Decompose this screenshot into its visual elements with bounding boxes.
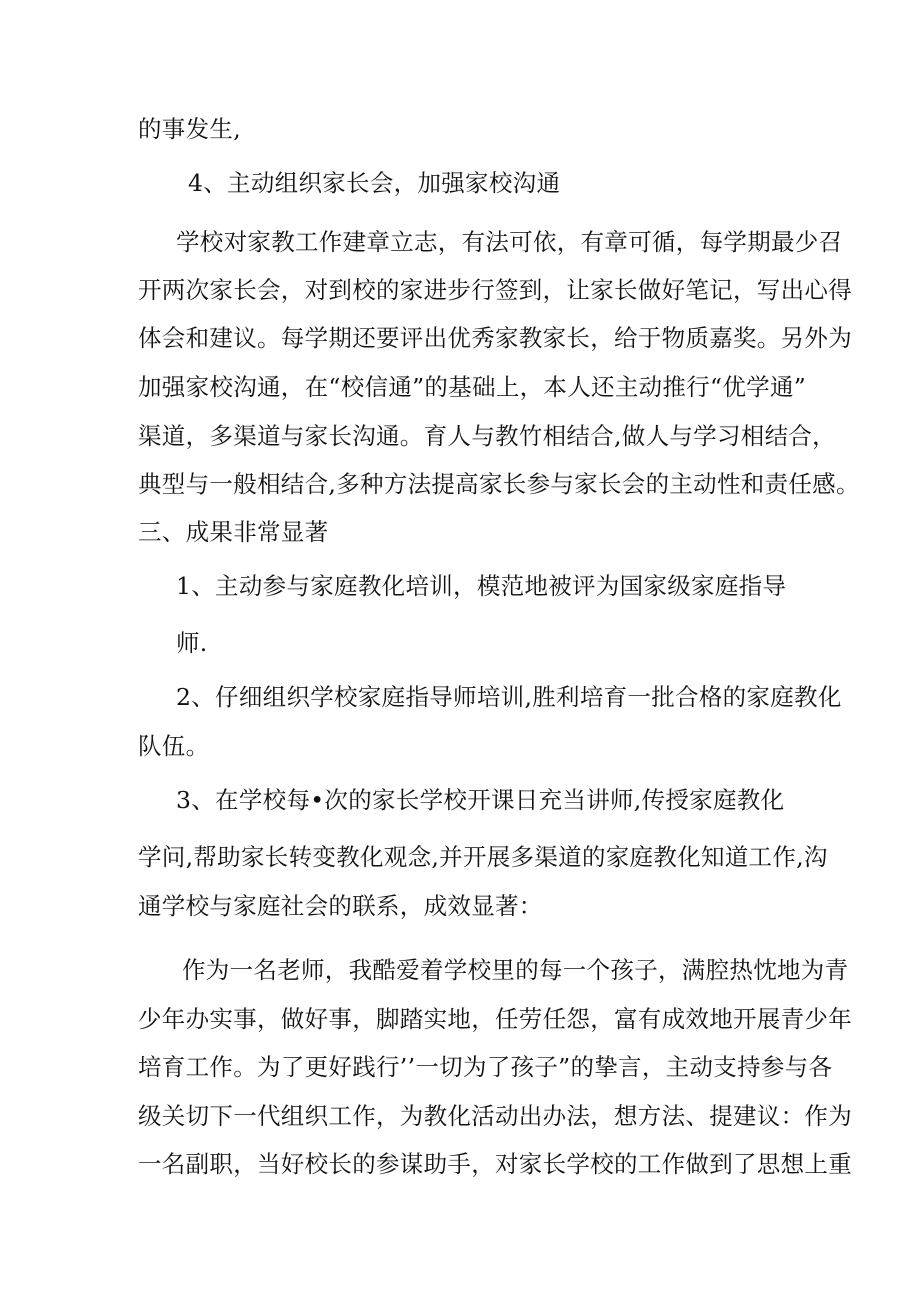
section-heading-4: 4、主动组织家长会，加强家校沟通 xyxy=(188,169,561,197)
section-heading-3: 三、成果非常显著 xyxy=(138,518,329,546)
list-item-1: 1、主动参与家庭教化培训，模范地被评为国家级家庭指导 xyxy=(176,572,787,600)
text-line: 师. xyxy=(176,629,208,657)
list-item-3: 3、在学校每•次的家长学校开课日充当讲师,传授家庭教化 xyxy=(176,786,785,814)
text-line: 体会和建议。每学期还要评出优秀家教家长，给于物质嘉奖。另外为 xyxy=(138,324,852,352)
text-line: 学校对家教工作建章立志，有法可依，有章可循，每学期最少召 xyxy=(176,228,843,256)
text-line: 一名副职，当好校长的参谋助手，对家长学校的工作做到了思想上重 xyxy=(138,1150,852,1178)
text-line: 加强家校沟通，在“校信通”的基础上，本人还主动推行“优学通” xyxy=(138,373,807,401)
text-line: 级关切下一代组织工作，为教化活动出办法，想方法、提建议：作为 xyxy=(138,1102,852,1130)
text-line: 开两次家长会，对到校的家进步行签到，让家长做好笔记，写出心得 xyxy=(138,276,852,304)
list-item-2: 2、仔细组织学校家庭指导师培训,胜利培育一批合格的家庭教化 xyxy=(176,683,842,711)
text-line: 的事发生, xyxy=(138,115,241,143)
text-line: 队伍。 xyxy=(138,732,210,760)
text-line: 通学校与家庭社会的联系，成效显著： xyxy=(138,892,543,920)
text-line: 作为一名老师，我酷爱着学校里的每一个孩子，满腔热忱地为青 xyxy=(182,956,849,984)
text-line: 培育工作。为了更好践行’’一切为了孩子”的挚言，主动支持参与各 xyxy=(138,1053,833,1081)
text-line: 少年办实事，做好事，脚踏实地，任劳任怨，富有成效地开展青少年 xyxy=(138,1005,852,1033)
text-line: 典型与一般相结合,多种方法提高家长参与家长会的主动性和责任感。 xyxy=(138,470,860,498)
text-line: 学问,帮助家长转变教化观念,并开展多渠道的家庭教化知道工作,沟 xyxy=(138,843,828,871)
text-line: 渠道，多渠道与家长沟通。育人与教竹相结合,做人与学习相结合， xyxy=(138,422,836,450)
